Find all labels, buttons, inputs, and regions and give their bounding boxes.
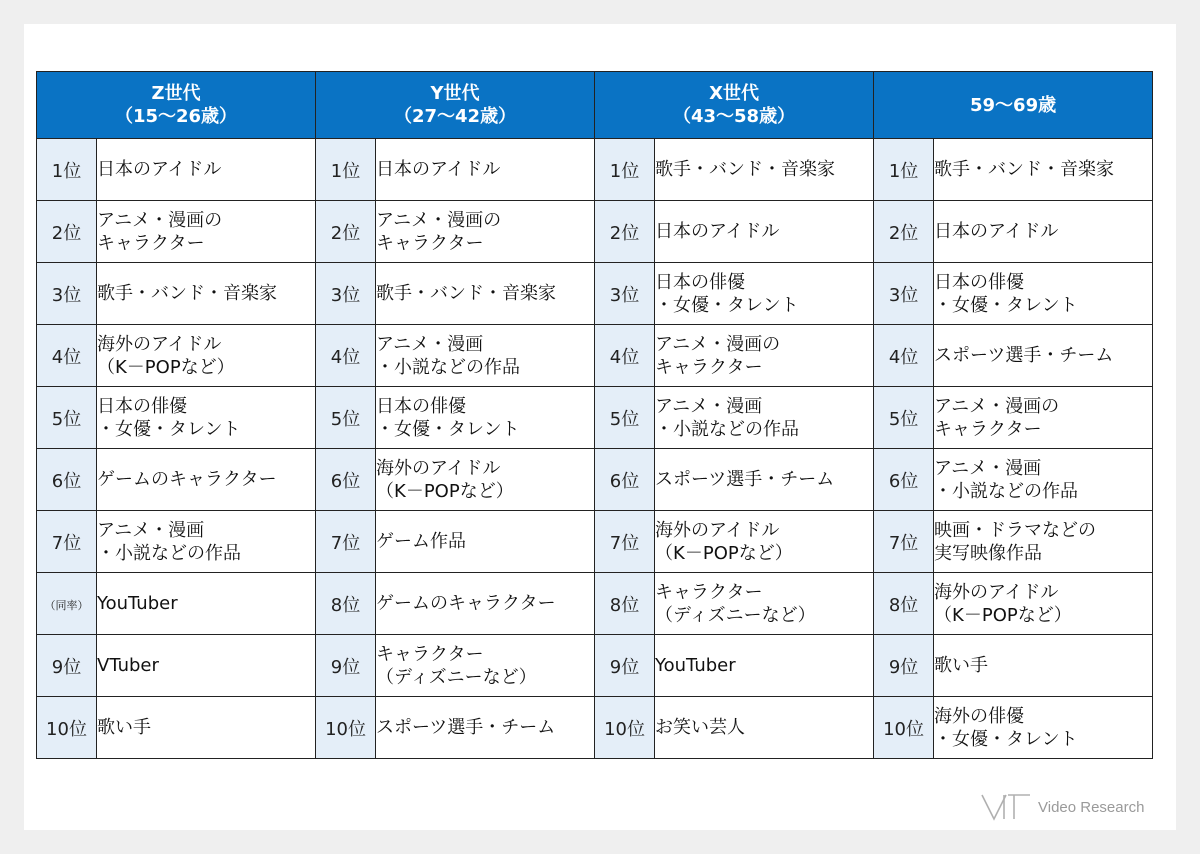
rank-cell: 6位 [37,449,97,511]
ranking-item: 海外の俳優 ・女優・タレント [934,697,1153,759]
ranking-item: キャラクター （ディズニーなど） [655,573,874,635]
header-gen-y: Y世代 （27～42歳） [316,72,595,139]
ranking-item: ゲームのキャラクター [97,449,316,511]
rank-cell: 4位 [316,325,376,387]
rank-cell: 6位 [874,449,934,511]
header-gen-z: Z世代 （15～26歳） [37,72,316,139]
ranking-item: 歌い手 [934,635,1153,697]
table-row [37,635,1153,697]
rank-cell: 5位 [37,387,97,449]
ranking-item: 海外のアイドル （K－POPなど） [655,511,874,573]
header-row [37,72,1153,139]
ranking-item: VTuber [97,635,316,697]
rank-cell: 3位 [874,263,934,325]
header-gen-x: X世代 （43～58歳） [595,72,874,139]
ranking-item: 日本の俳優 ・女優・タレント [376,387,595,449]
ranking-item: アニメ・漫画の キャラクター [376,201,595,263]
ranking-item: 日本の俳優 ・女優・タレント [655,263,874,325]
rank-cell: 9位 [37,635,97,697]
rank-cell: 10位 [37,697,97,759]
ranking-item: YouTuber [97,573,316,635]
ranking-item: アニメ・漫画の キャラクター [97,201,316,263]
rank-cell: 10位 [595,697,655,759]
rank-cell: 5位 [874,387,934,449]
video-research-logo-icon [980,792,1032,822]
rank-cell: 8位 [316,573,376,635]
rank-cell: 9位 [595,635,655,697]
table-row [37,139,1153,201]
ranking-item: 日本のアイドル [934,201,1153,263]
ranking-item: 歌手・バンド・音楽家 [934,139,1153,201]
ranking-item: ゲーム作品 [376,511,595,573]
rank-cell: 7位 [595,511,655,573]
rank-cell: 1位 [37,139,97,201]
rank-cell: 7位 [37,511,97,573]
rank-cell: 9位 [316,635,376,697]
rank-cell: 6位 [316,449,376,511]
ranking-item: アニメ・漫画 ・小説などの作品 [934,449,1153,511]
ranking-item: スポーツ選手・チーム [376,697,595,759]
rank-cell: 3位 [37,263,97,325]
rank-cell: 7位 [874,511,934,573]
table-row [37,263,1153,325]
rank-cell: 7位 [316,511,376,573]
rank-cell [37,573,97,635]
ranking-item: 歌手・バンド・音楽家 [97,263,316,325]
table-row [37,449,1153,511]
ranking-item: ゲームのキャラクター [376,573,595,635]
ranking-item: 歌手・バンド・音楽家 [655,139,874,201]
ranking-item: 日本の俳優 ・女優・タレント [934,263,1153,325]
ranking-item: アニメ・漫画 ・小説などの作品 [655,387,874,449]
ranking-item: 海外のアイドル （K－POPなど） [934,573,1153,635]
table-row [37,511,1153,573]
rank-cell: 5位 [595,387,655,449]
rank-cell: 6位 [595,449,655,511]
ranking-item: お笑い芸人 [655,697,874,759]
ranking-item: 映画・ドラマなどの 実写映像作品 [934,511,1153,573]
rank-cell: 2位 [37,201,97,263]
rank-cell: 10位 [316,697,376,759]
rank-cell: 9位 [874,635,934,697]
video-research-logo [980,792,1144,822]
ranking-item: アニメ・漫画 ・小説などの作品 [376,325,595,387]
table-row [37,697,1153,759]
ranking-item: 歌い手 [97,697,316,759]
rank-cell: 3位 [316,263,376,325]
ranking-item: スポーツ選手・チーム [655,449,874,511]
logo-text: Video Research [1038,798,1145,816]
table-row [37,201,1153,263]
ranking-item: アニメ・漫画 ・小説などの作品 [97,511,316,573]
rank-cell: 4位 [37,325,97,387]
rank-cell: 10位 [874,697,934,759]
ranking-item: キャラクター （ディズニーなど） [376,635,595,697]
tied-label: （同率） [44,599,89,612]
rank-cell: 4位 [874,325,934,387]
ranking-item: アニメ・漫画の キャラクター [655,325,874,387]
rank-cell: 3位 [595,263,655,325]
rank-cell: 5位 [316,387,376,449]
ranking-item: 日本の俳優 ・女優・タレント [97,387,316,449]
ranking-item: YouTuber [655,635,874,697]
ranking-item: スポーツ選手・チーム [934,325,1153,387]
ranking-item: アニメ・漫画の キャラクター [934,387,1153,449]
ranking-item: 日本のアイドル [97,139,316,201]
table-row [37,325,1153,387]
rank-cell: 2位 [874,201,934,263]
rank-cell: 1位 [316,139,376,201]
rank-cell: 8位 [874,573,934,635]
rank-cell: 2位 [595,201,655,263]
table-row [37,387,1153,449]
header-59-69: 59～69歳 [874,72,1153,139]
rank-cell: 1位 [874,139,934,201]
rank-cell: 1位 [595,139,655,201]
ranking-item: 海外のアイドル （K－POPなど） [97,325,316,387]
ranking-item: 海外のアイドル （K－POPなど） [376,449,595,511]
rank-cell: 2位 [316,201,376,263]
ranking-item: 日本のアイドル [376,139,595,201]
table-row [37,573,1153,635]
rank-cell: 8位 [595,573,655,635]
ranking-item: 日本のアイドル [655,201,874,263]
generation-ranking-table [36,71,1153,759]
ranking-item: 歌手・バンド・音楽家 [376,263,595,325]
rank-cell: 4位 [595,325,655,387]
